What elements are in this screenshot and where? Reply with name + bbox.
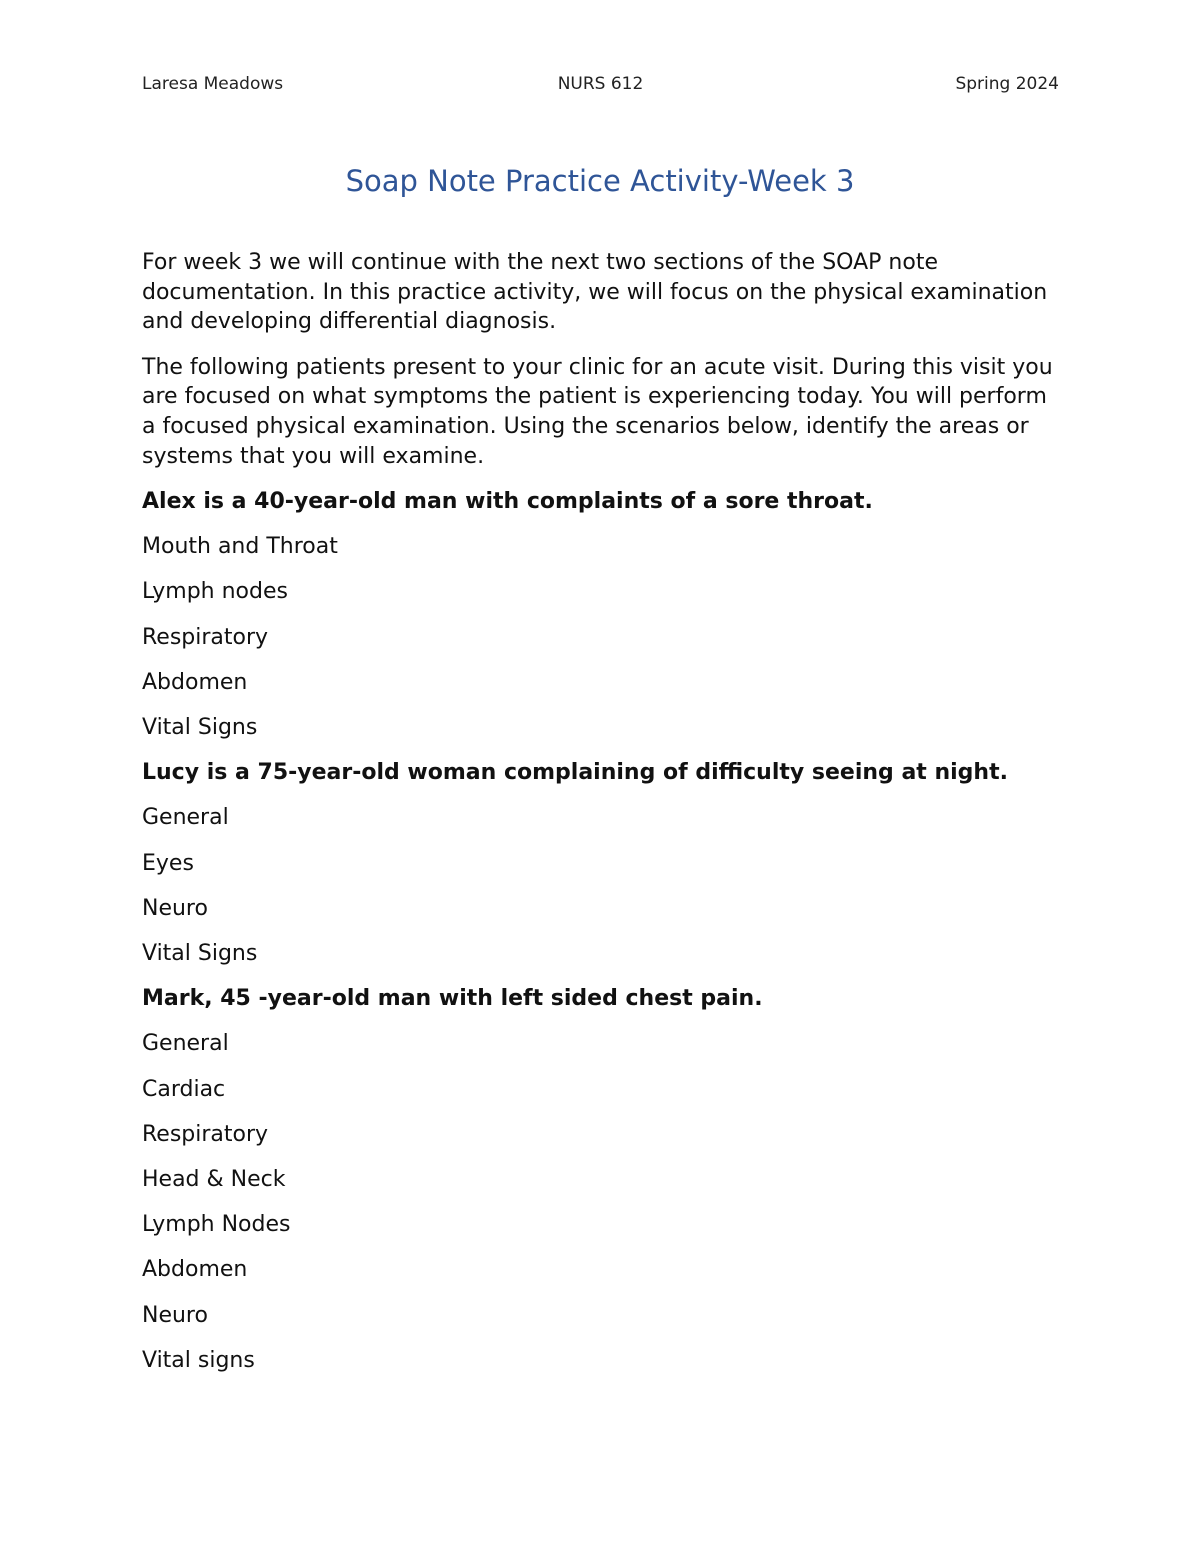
exam-system-item: General [142, 1031, 229, 1057]
exam-system-item: Lymph nodes [142, 579, 288, 605]
page-header [142, 74, 1059, 98]
document-body [142, 248, 1062, 1391]
exam-system-item: Mouth and Throat [142, 534, 338, 560]
exam-system-item: Lymph Nodes [142, 1212, 291, 1238]
exam-system-item: Eyes [142, 850, 194, 876]
exam-system-item: Respiratory [142, 1121, 269, 1147]
exam-system-item: Cardiac [142, 1076, 226, 1102]
exam-system-item: Vital Signs [142, 940, 258, 966]
exam-system-item: Neuro [142, 1302, 208, 1328]
intro-paragraph: The following patients present to your clinic for an acute visit. During this visit you are focused on what symptoms the patient is experiencing today. You will perform a focused physical examination. Using the scenarios below, identify the areas or systems that you will examine. [142, 354, 1053, 469]
document-title: Soap Note Practice Activity-Week 3 [345, 164, 855, 198]
exam-system-item: General [142, 805, 229, 831]
header-term: Spring 2024 [955, 74, 1059, 94]
exam-system-item: Abdomen [142, 669, 248, 695]
header-author: Laresa Meadows [142, 74, 284, 94]
exam-system-item: Head & Neck [142, 1166, 286, 1192]
case-prompt: Mark, 45 -year-old man with left sided chest pain. [142, 986, 763, 1012]
exam-system-item: Neuro [142, 895, 208, 921]
case-prompt: Lucy is a 75-year-old woman complaining of difficulty seeing at night. [142, 760, 1008, 786]
exam-system-item: Vital Signs [142, 714, 258, 740]
exam-system-item: Respiratory [142, 624, 269, 650]
intro-paragraph: For week 3 we will continue with the next two sections of the SOAP note documentation. In this practice activity, we will focus on the physical examination and developing differential diagnosis. [142, 250, 1048, 335]
header-course: NURS 612 [557, 74, 644, 94]
exam-system-item: Vital signs [142, 1347, 255, 1373]
exam-system-item: Abdomen [142, 1257, 248, 1283]
case-prompt: Alex is a 40-year-old man with complaints of a sore throat. [142, 488, 873, 514]
